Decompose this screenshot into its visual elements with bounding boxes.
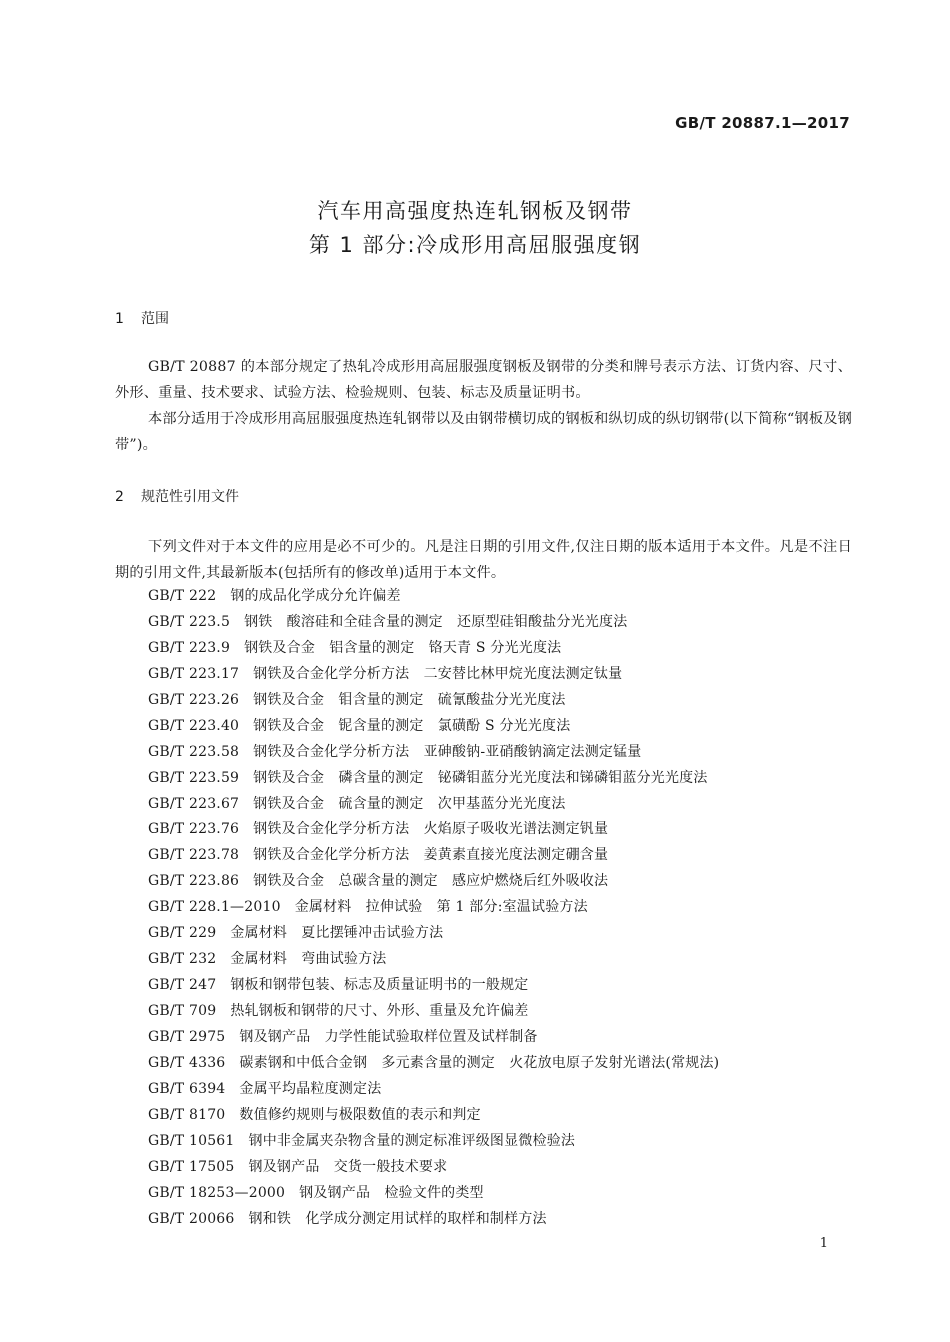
reference-title: 数值修约规则与极限数值的表示和判定 [239, 1106, 481, 1123]
reference-code: GB/T 4336 [148, 1054, 226, 1071]
reference-item [148, 636, 848, 662]
reference-code: GB/T 8170 [148, 1106, 226, 1123]
section-2-heading [115, 486, 239, 506]
reference-title: 钢铁及合金 钼含量的测定 硫氰酸盐分光光度法 [253, 691, 566, 708]
reference-title: 钢铁及合金化学分析方法 亚砷酸钠-亚硝酸钠滴定法测定锰量 [253, 743, 642, 760]
reference-code: GB/T 2975 [148, 1028, 226, 1045]
reference-item [148, 843, 848, 869]
reference-title: 钢板和钢带包装、标志及质量证明书的一般规定 [230, 977, 529, 994]
reference-code: GB/T 232 [148, 951, 217, 968]
reference-code: GB/T 247 [148, 977, 217, 994]
reference-code: GB/T 223.67 [148, 795, 240, 812]
reference-code: GB/T 223.5 [148, 613, 231, 630]
scope-paragraph-2: 本部分适用于冷成形用高屈服强度热连轧钢带以及由钢带横切成的钢板和纵切成的纵切钢带(以下简称“钢板及钢带”)。 [115, 411, 852, 453]
reference-item [148, 610, 848, 636]
reference-item [148, 1181, 848, 1207]
reference-item [148, 688, 848, 714]
section-number: 2 [115, 489, 124, 505]
reference-title: 钢铁及合金 铌含量的测定 氯磺酚 S 分光光度法 [253, 717, 571, 734]
reference-item [148, 1155, 848, 1181]
title-line-1: 汽车用高强度热连轧钢板及钢带 [317, 199, 633, 223]
reference-title: 碳素钢和中低合金钢 多元素含量的测定 火花放电原子发射光谱法(常规法) [239, 1054, 720, 1071]
reference-code: GB/T 223.78 [148, 847, 240, 864]
scope-paragraph-1: GB/T 20887 的本部分规定了热轧冷成形用高屈服强度钢板及钢带的分类和牌号表示方法、订货内容、尺寸、外形、重量、技术要求、试验方法、检验规则、包装、标志及质量证明书。 [115, 359, 852, 401]
reference-item [148, 1129, 848, 1155]
section-1-heading [115, 308, 169, 328]
reference-code: GB/T 223.59 [148, 769, 240, 786]
reference-item [148, 792, 848, 818]
reference-item [148, 817, 848, 843]
reference-code: GB/T 229 [148, 925, 217, 942]
reference-code: GB/T 20066 [148, 1210, 235, 1227]
reference-item [148, 973, 848, 999]
reference-title: 钢铁及合金 硫含量的测定 次甲基蓝分光光度法 [253, 795, 566, 812]
reference-title: 钢铁及合金化学分析方法 二安替比林甲烷光度法测定钛量 [253, 665, 623, 682]
reference-item [148, 1207, 848, 1233]
reference-code: GB/T 223.58 [148, 743, 240, 760]
reference-item [148, 869, 848, 895]
reference-title: 金属平均晶粒度测定法 [239, 1080, 382, 1097]
reference-item [148, 1051, 848, 1077]
reference-code: GB/T 223.40 [148, 717, 240, 734]
reference-code: GB/T 17505 [148, 1158, 235, 1175]
references-intro: 下列文件对于本文件的应用是必不可少的。凡是注日期的引用文件,仅注日期的版本适用于本文件。凡是不注日期的引用文件,其最新版本(包括所有的修改单)适用于本文件。 [115, 539, 852, 581]
reference-item [148, 662, 848, 688]
reference-code: GB/T 223.26 [148, 691, 240, 708]
reference-item [148, 714, 848, 740]
reference-title: 钢铁及合金化学分析方法 姜黄素直接光度法测定硼含量 [253, 847, 609, 864]
reference-item [148, 584, 848, 610]
reference-title: 钢铁 酸溶硅和全硅含量的测定 还原型硅钼酸盐分光光度法 [244, 613, 628, 630]
standard-number: GB/T 20887.1—2017 [675, 114, 850, 132]
title-line-2: 第 1 部分:冷成形用高屈服强度钢 [308, 233, 642, 257]
section-title: 范围 [141, 311, 169, 327]
reference-code: GB/T 18253—2000 [148, 1184, 286, 1201]
reference-list [148, 584, 848, 1232]
section-title: 规范性引用文件 [141, 489, 239, 505]
page-number: 1 [819, 1236, 828, 1251]
reference-item [148, 999, 848, 1025]
reference-title: 热轧钢板和钢带的尺寸、外形、重量及允许偏差 [230, 1003, 529, 1019]
reference-title: 钢铁及合金 总碳含量的测定 感应炉燃烧后红外吸收法 [253, 873, 609, 890]
reference-code: GB/T 6394 [148, 1080, 226, 1097]
reference-code: GB/T 709 [148, 1003, 217, 1019]
reference-title: 钢的成品化学成分允许偏差 [230, 588, 401, 604]
section-number: 1 [115, 311, 124, 327]
reference-title: 钢铁及合金 铝含量的测定 铬天青 S 分光光度法 [244, 639, 562, 656]
reference-title: 钢及钢产品 力学性能试验取样位置及试样制备 [239, 1028, 538, 1045]
reference-title: 钢及钢产品 交货一般技术要求 [248, 1158, 448, 1175]
reference-code: GB/T 223.9 [148, 639, 231, 656]
reference-item [148, 1025, 848, 1051]
document-title [0, 194, 950, 262]
reference-title: 钢和铁 化学成分测定用试样的取样和制样方法 [248, 1210, 547, 1227]
reference-title: 金属材料 拉伸试验 第 1 部分:室温试验方法 [294, 899, 588, 916]
reference-item [148, 895, 848, 921]
reference-item [148, 1103, 848, 1129]
reference-code: GB/T 228.1—2010 [148, 899, 281, 916]
reference-item [148, 947, 848, 973]
reference-code: GB/T 223.17 [148, 665, 240, 682]
reference-item [148, 740, 848, 766]
reference-title: 金属材料 弯曲试验方法 [230, 951, 387, 968]
reference-title: 钢铁及合金化学分析方法 火焰原子吸收光谱法测定钒量 [253, 821, 609, 838]
reference-code: GB/T 10561 [148, 1132, 235, 1149]
reference-title: 金属材料 夏比摆锤冲击试验方法 [230, 925, 444, 942]
reference-item [148, 921, 848, 947]
reference-title: 钢中非金属夹杂物含量的测定标准评级图显微检验法 [248, 1132, 576, 1149]
reference-code: GB/T 223.86 [148, 873, 240, 890]
reference-code: GB/T 223.76 [148, 821, 240, 838]
reference-title: 钢及钢产品 检验文件的类型 [299, 1184, 484, 1201]
reference-item [148, 1077, 848, 1103]
reference-title: 钢铁及合金 磷含量的测定 铋磷钼蓝分光光度法和锑磷钼蓝分光光度法 [253, 769, 708, 786]
reference-item [148, 766, 848, 792]
reference-code: GB/T 222 [148, 588, 217, 604]
